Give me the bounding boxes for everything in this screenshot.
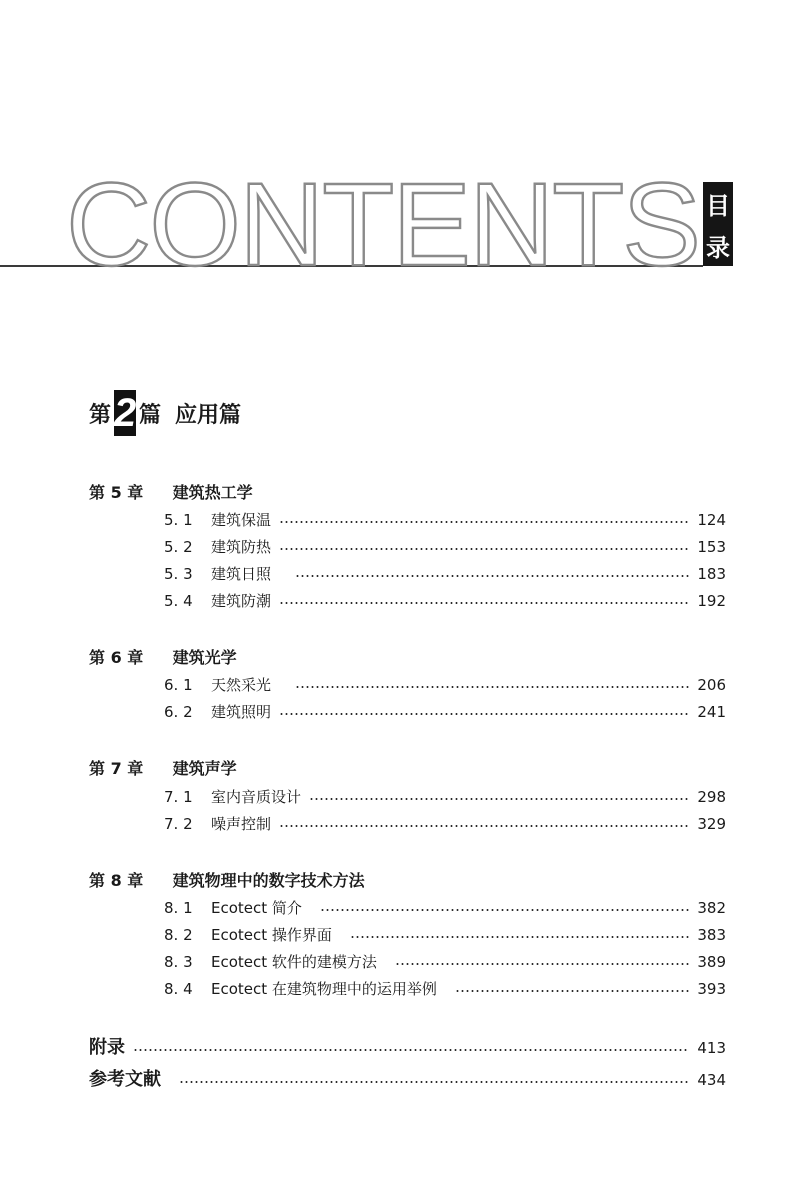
part-suffix: 篇 [139, 402, 162, 428]
section-title: 建筑照明 [211, 703, 272, 721]
chapter-heading[interactable] [89, 868, 365, 894]
section-number: 8. 2 [164, 926, 193, 944]
section-title: Ecotect 软件的建模方法 [211, 953, 377, 971]
dot-leader [455, 990, 689, 992]
chapter-title: 建筑声学 [172, 759, 237, 778]
section-title: 建筑日照 [211, 565, 272, 583]
page-number: 393 [697, 980, 726, 998]
toc-entry-appendix[interactable] [89, 1034, 726, 1062]
page-number: 434 [697, 1071, 726, 1089]
section-number: 8. 3 [164, 953, 193, 971]
part-heading [89, 390, 241, 436]
section-title: Ecotect 简介 [211, 899, 302, 917]
chapter-label: 第 6 章 [89, 648, 144, 667]
page-number: 329 [697, 815, 726, 833]
contents-heading: CONTENTS [66, 159, 699, 291]
dot-leader [320, 909, 689, 911]
part-name: 应用篇 [175, 402, 242, 428]
section-title: 室内音质设计 [211, 788, 302, 806]
cn-title-box [703, 182, 733, 266]
section-title: 天然采光 [211, 676, 272, 694]
appendix-title: 附录 [89, 1037, 125, 1058]
dot-leader [279, 521, 689, 523]
page-number: 298 [697, 788, 726, 806]
dot-leader [279, 548, 689, 550]
section-number: 8. 1 [164, 899, 193, 917]
section-number: 8. 4 [164, 980, 193, 998]
section-title: 噪声控制 [211, 815, 272, 833]
toc-entry[interactable] [164, 534, 726, 560]
toc-entry[interactable] [164, 922, 726, 948]
section-title: Ecotect 在建筑物理中的运用举例 [211, 980, 437, 998]
page-number: 241 [697, 703, 726, 721]
dot-leader [395, 963, 689, 965]
dot-leader [295, 686, 689, 688]
chapter-title: 建筑光学 [172, 648, 237, 667]
toc-entry[interactable] [164, 588, 726, 614]
page-number: 124 [697, 511, 726, 529]
page-number: 206 [697, 676, 726, 694]
dot-leader [179, 1081, 689, 1083]
page-number: 153 [697, 538, 726, 556]
chapter-heading[interactable] [89, 756, 237, 782]
references-title: 参考文献 [89, 1069, 161, 1090]
section-number: 6. 2 [164, 703, 193, 721]
part-prefix: 第 [89, 402, 112, 428]
chapter-label: 第 5 章 [89, 483, 144, 502]
toc-entry[interactable] [164, 976, 726, 1002]
toc-entry[interactable] [164, 672, 726, 698]
section-title: Ecotect 操作界面 [211, 926, 332, 944]
page-number: 382 [697, 899, 726, 917]
chapter-title: 建筑物理中的数字技术方法 [172, 871, 365, 890]
page-number: 192 [697, 592, 726, 610]
cn-title-char-2: 录 [706, 233, 730, 262]
page-number: 389 [697, 953, 726, 971]
section-number: 5. 4 [164, 592, 193, 610]
section-number: 5. 2 [164, 538, 193, 556]
dot-leader [133, 1049, 689, 1051]
page-number: 383 [697, 926, 726, 944]
chapter-title: 建筑热工学 [172, 483, 253, 502]
dot-leader [350, 936, 689, 938]
toc-entry[interactable] [164, 949, 726, 975]
toc-entry[interactable] [164, 895, 726, 921]
chapter-label: 第 8 章 [89, 871, 144, 890]
section-number: 5. 1 [164, 511, 193, 529]
dot-leader [309, 798, 689, 800]
section-number: 7. 2 [164, 815, 193, 833]
toc-entry[interactable] [164, 561, 726, 587]
section-number: 7. 1 [164, 788, 193, 806]
toc-entry[interactable] [164, 699, 726, 725]
page-number: 183 [697, 565, 726, 583]
chapter-heading[interactable] [89, 645, 237, 671]
toc-entry[interactable] [164, 811, 726, 837]
section-number: 6. 1 [164, 676, 193, 694]
toc-entry[interactable] [164, 784, 726, 810]
toc-entry-references[interactable] [89, 1066, 726, 1094]
section-title: 建筑防热 [211, 538, 272, 556]
dot-leader [279, 602, 689, 604]
dot-leader [279, 825, 689, 827]
cn-title-char-1: 目 [706, 191, 730, 220]
dot-leader [279, 713, 689, 715]
dot-leader [295, 575, 689, 577]
chapter-heading[interactable] [89, 480, 253, 506]
section-title: 建筑防潮 [211, 592, 272, 610]
chapter-label: 第 7 章 [89, 759, 144, 778]
part-number-badge: 2 [114, 391, 137, 435]
toc-entry[interactable] [164, 507, 726, 533]
section-title: 建筑保温 [211, 511, 272, 529]
section-number: 5. 3 [164, 565, 193, 583]
page-number: 413 [697, 1039, 726, 1057]
